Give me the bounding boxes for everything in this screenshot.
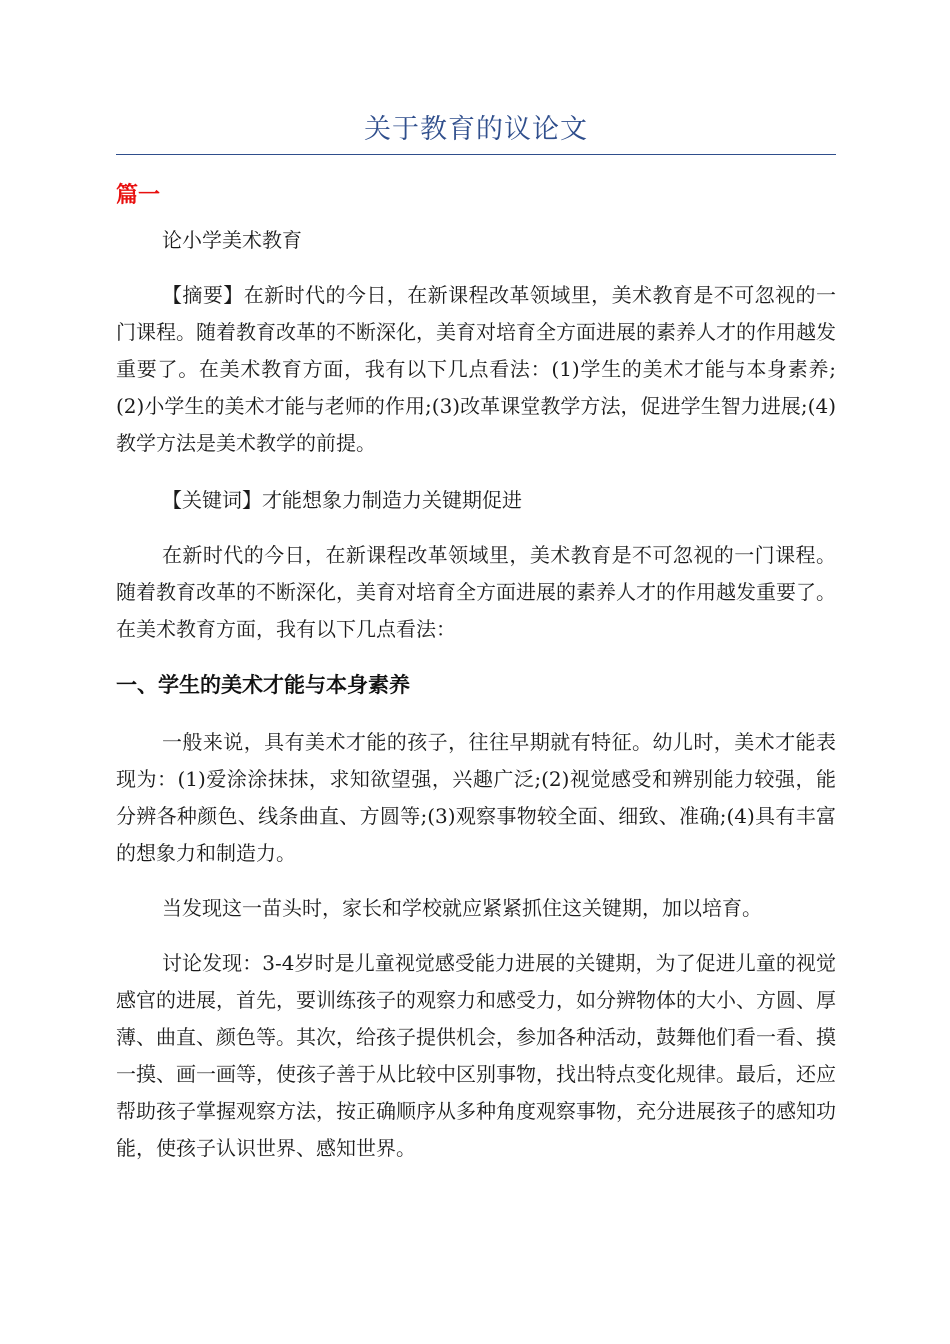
- body-paragraph-2: 当发现这一苗头时，家长和学校就应紧紧抓住这关键期，加以培育。: [162, 896, 762, 920]
- section-label: 篇一: [116, 182, 161, 208]
- body-paragraph-3: 讨论发现：3-4岁时是儿童视觉感受能力进展的关键期，为了促进儿童的视觉感官的进展，首先，要训练孩子的观察力和感受力，如分辨物体的大小、方圆、厚薄、曲直、颜色等。其次，给孩子提供机会，参加各种活动，鼓舞他们看一看、摸一摸、画一画等，使孩子善于从比较中区别事物，找出特点变化规律。最后，还应帮助孩子掌握观察方法，按正确顺序从多种角度观察事物，充分进展孩子的感知功能，使孩子认识世界、感知世界。: [116, 951, 836, 1160]
- body-paragraph-1: 一般来说，具有美术才能的孩子，往往早期就有特征。幼儿时，美术才能表现为：(1)爱涂涂抹抹，求知欲望强，兴趣广泛;(2)视觉感受和辨别能力较强，能分辨各种颜色、线条曲直、方圆等;(3)观察事物较全面、细致、准确;(4)具有丰富的想象力和制造力。: [116, 730, 836, 865]
- article-subtitle: 论小学美术教育: [162, 228, 302, 252]
- keywords-paragraph: 【关键词】才能想象力制造力关键期促进: [162, 488, 522, 512]
- title-divider: [116, 154, 836, 155]
- intro-paragraph: 在新时代的今日，在新课程改革领域里，美术教育是不可忽视的一门课程。随着教育改革的不断深化，美育对培育全方面进展的素养人才的作用越发重要了。在美术教育方面，我有以下几点看法：: [116, 543, 836, 641]
- section-heading-1: 一、学生的美术才能与本身素养: [116, 672, 410, 697]
- abstract-paragraph: 【摘要】在新时代的今日，在新课程改革领域里，美术教育是不可忽视的一门课程。随着教育改革的不断深化，美育对培育全方面进展的素养人才的作用越发重要了。在美术教育方面，我有以下几点看法：(1)学生的美术才能与本身素养;(2)小学生的美术才能与老师的作用;(3)改革课堂教学方法，促进学生智力进展;(4)教学方法是美术教学的前提。: [116, 283, 836, 455]
- document-title: 关于教育的议论文: [364, 114, 588, 145]
